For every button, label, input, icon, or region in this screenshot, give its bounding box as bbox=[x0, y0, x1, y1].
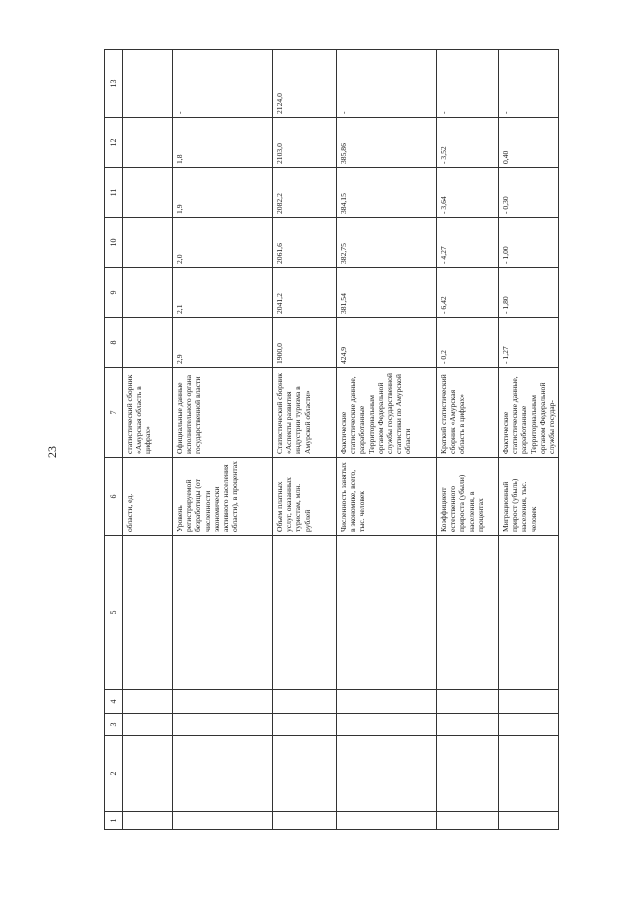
value-cell: - 1,80 bbox=[499, 268, 559, 318]
value-cell bbox=[123, 268, 173, 318]
value-cell bbox=[123, 118, 173, 168]
value-cell: 2,0 bbox=[173, 218, 273, 268]
empty-cell bbox=[173, 690, 273, 714]
indicators-table bbox=[104, 49, 559, 830]
empty-cell bbox=[499, 812, 559, 830]
empty-cell bbox=[273, 690, 337, 714]
value-cell: - 3,64 bbox=[437, 168, 499, 218]
table-row bbox=[273, 50, 337, 830]
column-number: 7 bbox=[105, 368, 123, 458]
empty-cell bbox=[337, 812, 437, 830]
source-cell: Краткий статистический сборник «Амурская область в цифрах» bbox=[437, 368, 499, 458]
table-row bbox=[173, 50, 273, 830]
value-cell: 2041,2 bbox=[273, 268, 337, 318]
value-cell bbox=[123, 218, 173, 268]
column-number: 9 bbox=[105, 268, 123, 318]
value-cell: - 4,27 bbox=[437, 218, 499, 268]
empty-cell bbox=[437, 690, 499, 714]
empty-cell bbox=[337, 714, 437, 736]
empty-cell bbox=[273, 536, 337, 690]
column-number: 8 bbox=[105, 318, 123, 368]
empty-cell bbox=[173, 812, 273, 830]
empty-cell bbox=[437, 714, 499, 736]
indicator-cell: области, ед. bbox=[123, 458, 173, 536]
empty-cell bbox=[273, 714, 337, 736]
value-cell: 384,15 bbox=[337, 168, 437, 218]
empty-cell bbox=[437, 536, 499, 690]
empty-cell bbox=[173, 536, 273, 690]
value-cell bbox=[123, 168, 173, 218]
source-cell: Фактические статистические данные, разработанные Территориальным органом Федеральной службы государ- bbox=[499, 368, 559, 458]
value-cell: - bbox=[173, 50, 273, 118]
empty-cell bbox=[273, 812, 337, 830]
value-cell: - 3,52 bbox=[437, 118, 499, 168]
empty-cell bbox=[337, 690, 437, 714]
empty-cell bbox=[499, 690, 559, 714]
empty-cell bbox=[337, 536, 437, 690]
column-number: 5 bbox=[105, 536, 123, 690]
table-row bbox=[123, 50, 173, 830]
value-cell: 1,8 bbox=[173, 118, 273, 168]
page-number: 23 bbox=[45, 446, 59, 458]
empty-cell bbox=[437, 812, 499, 830]
empty-cell bbox=[123, 812, 173, 830]
source-cell: Статистический сборник «Аспекты развития индустрии туризма в Амурской области» bbox=[273, 368, 337, 458]
header-row bbox=[105, 50, 123, 830]
value-cell: 2103,0 bbox=[273, 118, 337, 168]
value-cell: 2124,0 bbox=[273, 50, 337, 118]
empty-cell bbox=[173, 736, 273, 812]
column-number: 6 bbox=[105, 458, 123, 536]
empty-cell bbox=[123, 736, 173, 812]
indicator-cell: Численность занятых в экономике, всего, тыс. человек bbox=[337, 458, 437, 536]
table-row bbox=[337, 50, 437, 830]
column-number: 10 bbox=[105, 218, 123, 268]
indicator-cell: Миграционный прирост (убыль) населения, тыс. человек bbox=[499, 458, 559, 536]
value-cell: 1900,0 bbox=[273, 318, 337, 368]
column-number: 13 bbox=[105, 50, 123, 118]
empty-cell bbox=[123, 714, 173, 736]
empty-cell bbox=[273, 736, 337, 812]
column-number: 1 bbox=[105, 812, 123, 830]
value-cell: 2,9 bbox=[173, 318, 273, 368]
value-cell: - bbox=[437, 50, 499, 118]
value-cell: 2,1 bbox=[173, 268, 273, 318]
column-number: 12 bbox=[105, 118, 123, 168]
column-number: 2 bbox=[105, 736, 123, 812]
value-cell: - 6,42 bbox=[437, 268, 499, 318]
value-cell: 2082,2 bbox=[273, 168, 337, 218]
table-row bbox=[437, 50, 499, 830]
value-cell: 1,9 bbox=[173, 168, 273, 218]
empty-cell bbox=[499, 536, 559, 690]
table-row bbox=[499, 50, 559, 830]
value-cell: 424,9 bbox=[337, 318, 437, 368]
source-cell: статистический сборник «Амурская область в цифрах» bbox=[123, 368, 173, 458]
indicator-cell: Объем платных услуг, оказанных туристам, млн. рублей bbox=[273, 458, 337, 536]
empty-cell bbox=[437, 736, 499, 812]
empty-cell bbox=[499, 736, 559, 812]
value-cell: - 1,00 bbox=[499, 218, 559, 268]
empty-cell bbox=[123, 536, 173, 690]
value-cell: 0,40 bbox=[499, 118, 559, 168]
rotated-table-wrapper bbox=[104, 79, 557, 830]
value-cell bbox=[123, 318, 173, 368]
column-number: 3 bbox=[105, 714, 123, 736]
empty-cell bbox=[173, 714, 273, 736]
value-cell: - 0,30 bbox=[499, 168, 559, 218]
source-cell: Официальные данные исполнительного органа государственной власти bbox=[173, 368, 273, 458]
empty-cell bbox=[499, 714, 559, 736]
empty-cell bbox=[337, 736, 437, 812]
value-cell: 382,75 bbox=[337, 218, 437, 268]
column-number: 4 bbox=[105, 690, 123, 714]
value-cell bbox=[123, 50, 173, 118]
value-cell: - 1,27 bbox=[499, 318, 559, 368]
source-cell: Фактические статистические данные, разработанные Территориальным органом Федеральной службы государственной статистики по Амурской области bbox=[337, 368, 437, 458]
column-number: 11 bbox=[105, 168, 123, 218]
indicator-cell: Уровень регистрируемой безработицы (от численности экономически активного населения области), в процентах bbox=[173, 458, 273, 536]
value-cell: - bbox=[337, 50, 437, 118]
value-cell: - bbox=[499, 50, 559, 118]
empty-cell bbox=[123, 690, 173, 714]
value-cell: 2061,6 bbox=[273, 218, 337, 268]
value-cell: 381,54 bbox=[337, 268, 437, 318]
indicator-cell: Коэффициент естественного прироста (убыли) населения, в процентах bbox=[437, 458, 499, 536]
value-cell: 385,86 bbox=[337, 118, 437, 168]
value-cell: - 0,2 bbox=[437, 318, 499, 368]
